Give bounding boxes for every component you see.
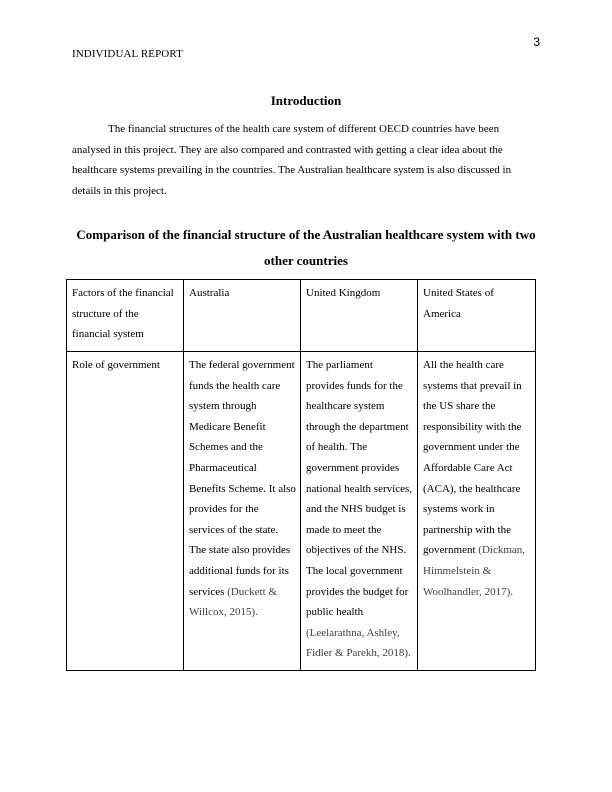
column-header-factors: Factors of the financial structure of the financial system	[67, 280, 184, 352]
united-kingdom-text: The parliament provides funds for the healthcare system through the department of health. The government provides national health services, and the NHS budget is made to meet the objectives of the NHS. The local government provides the budget for public health	[306, 359, 412, 619]
column-header-united-states: United States of America	[418, 280, 536, 352]
united-states-citation: (Dickman, Himmelstein & Woolhandler, 2017).	[423, 544, 526, 598]
introduction-heading: Introduction	[270, 93, 342, 108]
table-header-row	[67, 280, 536, 352]
table-row	[67, 352, 536, 671]
comparison-heading: Comparison of the financial structure of the Australian healthcare system with two other countries	[76, 227, 536, 268]
page-number: 3	[533, 35, 540, 49]
column-header-australia: Australia	[184, 280, 301, 352]
running-head: INDIVIDUAL REPORT	[72, 48, 183, 60]
united-kingdom-citation: (Leelarathna, Ashley, Fidler & Parekh, 2018).	[306, 626, 411, 660]
australia-citation: (Duckett & Willcox, 2015).	[189, 585, 277, 619]
australia-cell	[184, 352, 301, 671]
introduction-paragraph: The financial structures of the health care system of different OECD countries have been analysed in this project. They are also compared and contrasted with getting a clear idea about the healthcare systems prevailing in the countries. The Australian healthcare system is also discussed in details in this project.	[72, 123, 512, 197]
united-states-cell	[418, 352, 536, 671]
australia-text: The federal government funds the health care system through Medicare Benefit Schemes and the Pharmaceutical Benefits Scheme. It also provides for the services of the state. The state also provides additional funds for its services	[189, 359, 296, 598]
united-states-text: All the health care systems that prevail in the US share the responsibility with the government under the Affordable Care Act (ACA), the healthcare systems work in partnership with the government	[423, 359, 522, 557]
united-kingdom-cell	[301, 352, 418, 671]
comparison-table	[66, 279, 536, 671]
column-header-united-kingdom: United Kingdom	[301, 280, 418, 352]
row-factor-cell: Role of government	[67, 352, 184, 671]
